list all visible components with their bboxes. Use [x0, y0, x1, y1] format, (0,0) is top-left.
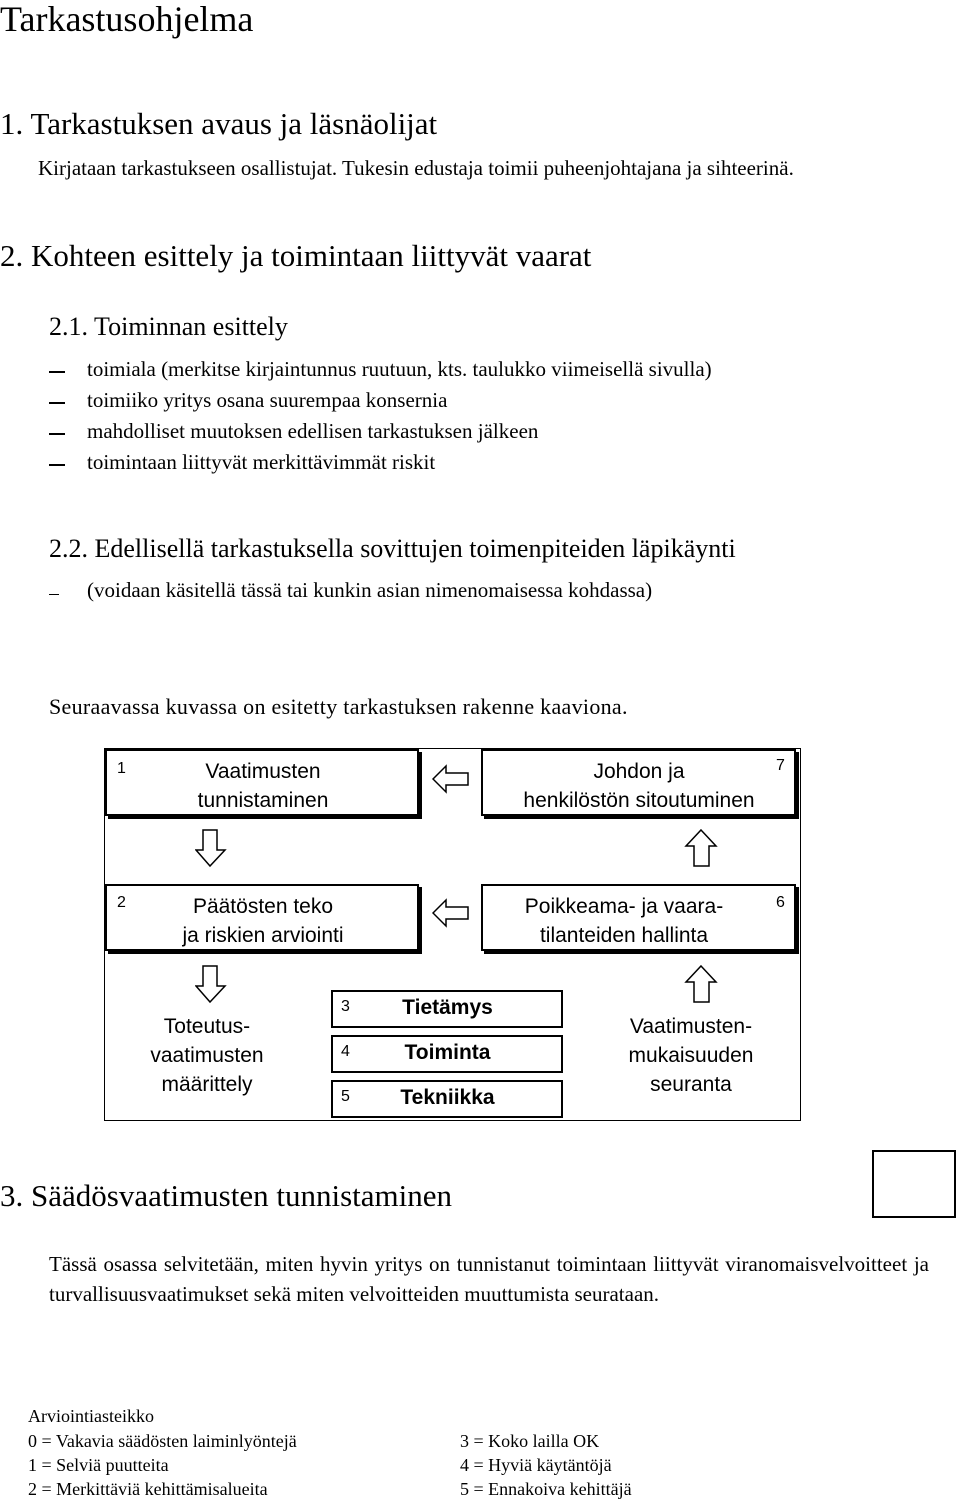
- down-arrow-icon: [195, 964, 229, 1004]
- box-label: [140, 892, 386, 950]
- diagram-intro: Seuraavassa kuvassa on esitetty tarkastuksen rakenne kaaviona.: [49, 694, 628, 719]
- list-item: mahdolliset muutoksen edellisen tarkastuksen jälkeen: [87, 419, 539, 443]
- section3-text: Tässä osassa selvitetään, miten hyvin yritys on tunnistanut toimintaan liittyvät viranomaisvelvoitteet ja turvallisuusvaatimukset sekä miten velvoitteiden muuttumista seurataan.: [49, 1252, 929, 1306]
- box-label-line: tunnistaminen: [197, 789, 329, 812]
- bullet-dash: [49, 371, 65, 373]
- section2-1-heading: 2.1. Toiminnan esittely: [49, 312, 288, 341]
- text-line: Toteutus-: [163, 1015, 251, 1038]
- box-label-line: Johdon ja: [593, 760, 685, 783]
- down-arrow-icon: [195, 828, 229, 868]
- text-line: määrittely: [161, 1073, 253, 1096]
- scale-item: 5 = Ennakoiva kehittäjä: [460, 1479, 632, 1499]
- scale-item: 0 = Vakavia säädösten laiminlyöntejä: [28, 1431, 297, 1451]
- scale-item: 3 = Koko lailla OK: [460, 1431, 600, 1451]
- box-label: Toiminta: [404, 1041, 491, 1064]
- box-label: Tietämys: [402, 996, 493, 1019]
- section2-heading: 2. Kohteen esittely ja toimintaan liittyvät vaarat: [0, 238, 592, 273]
- score-input-box[interactable]: [872, 1150, 956, 1218]
- box-label: Tekniikka: [400, 1086, 495, 1109]
- box-number: 2: [117, 894, 126, 911]
- list-item: toimiala (merkitse kirjaintunnus ruutuun, kts. taulukko viimeisellä sivulla): [87, 357, 712, 381]
- bullet-dash: [49, 594, 59, 595]
- page-title: Tarkastusohjelma: [0, 0, 254, 39]
- left-arrow-icon: [432, 762, 470, 796]
- text-line: vaatimusten: [150, 1044, 264, 1067]
- scale-item: 1 = Selviä puutteita: [28, 1455, 169, 1475]
- box-label-line: Poikkeama- ja vaara-: [524, 895, 724, 918]
- box-label-line: ja riskien arviointi: [182, 924, 344, 947]
- box-label-line: Päätösten teko: [192, 895, 334, 918]
- up-arrow-icon: [684, 964, 718, 1004]
- box-label-line: tilanteiden hallinta: [539, 924, 709, 947]
- scale-item: 4 = Hyviä käytäntöjä: [460, 1455, 612, 1475]
- box-number: 5: [341, 1088, 350, 1105]
- section3-heading: 3. Säädösvaatimusten tunnistaminen: [0, 1178, 453, 1213]
- box-label: [484, 892, 764, 950]
- box-label-line: Vaatimusten: [205, 760, 321, 783]
- scale-heading: Arviointiasteikko: [28, 1406, 154, 1426]
- text-line: seuranta: [650, 1073, 732, 1096]
- box-label: [140, 757, 386, 815]
- bullet-dash: [49, 464, 65, 466]
- box-number: 6: [776, 894, 785, 911]
- up-arrow-icon: [684, 828, 718, 868]
- box-label: [484, 757, 794, 815]
- section1-text: Kirjataan tarkastukseen osallistujat. Tukesin edustaja toimii puheenjohtajana ja sihteerinä.: [38, 156, 794, 180]
- scale-item: 2 = Merkittäviä kehittämisalueita: [28, 1479, 268, 1499]
- left-arrow-icon: [432, 896, 470, 930]
- text-line: Vaatimusten-: [629, 1015, 753, 1038]
- box-number: 3: [341, 998, 350, 1015]
- box-number: 4: [341, 1043, 350, 1060]
- bullet-dash: [49, 402, 65, 404]
- bullet-dash: [49, 433, 65, 435]
- list-item: toimintaan liittyvät merkittävimmät riskit: [87, 450, 436, 474]
- section1-heading: 1. Tarkastuksen avaus ja läsnäolijat: [0, 106, 438, 141]
- box-label-line: henkilöstön sitoutuminen: [523, 789, 755, 812]
- section2-2-heading: 2.2. Edellisellä tarkastuksella sovittujen toimenpiteiden läpikäynti: [49, 534, 736, 563]
- toteutusvaatimusten-maarittely: [122, 1012, 292, 1099]
- list-item: toimiiko yritys osana suurempaa konsernia: [87, 388, 448, 412]
- box-number: 1: [117, 760, 126, 777]
- list-item: (voidaan käsitellä tässä tai kunkin asian nimenomaisessa kohdassa): [87, 578, 653, 602]
- text-line: mukaisuuden: [628, 1044, 754, 1067]
- box-number: 7: [776, 757, 785, 774]
- vaatimustenmukaisuuden-seuranta: [596, 1012, 786, 1099]
